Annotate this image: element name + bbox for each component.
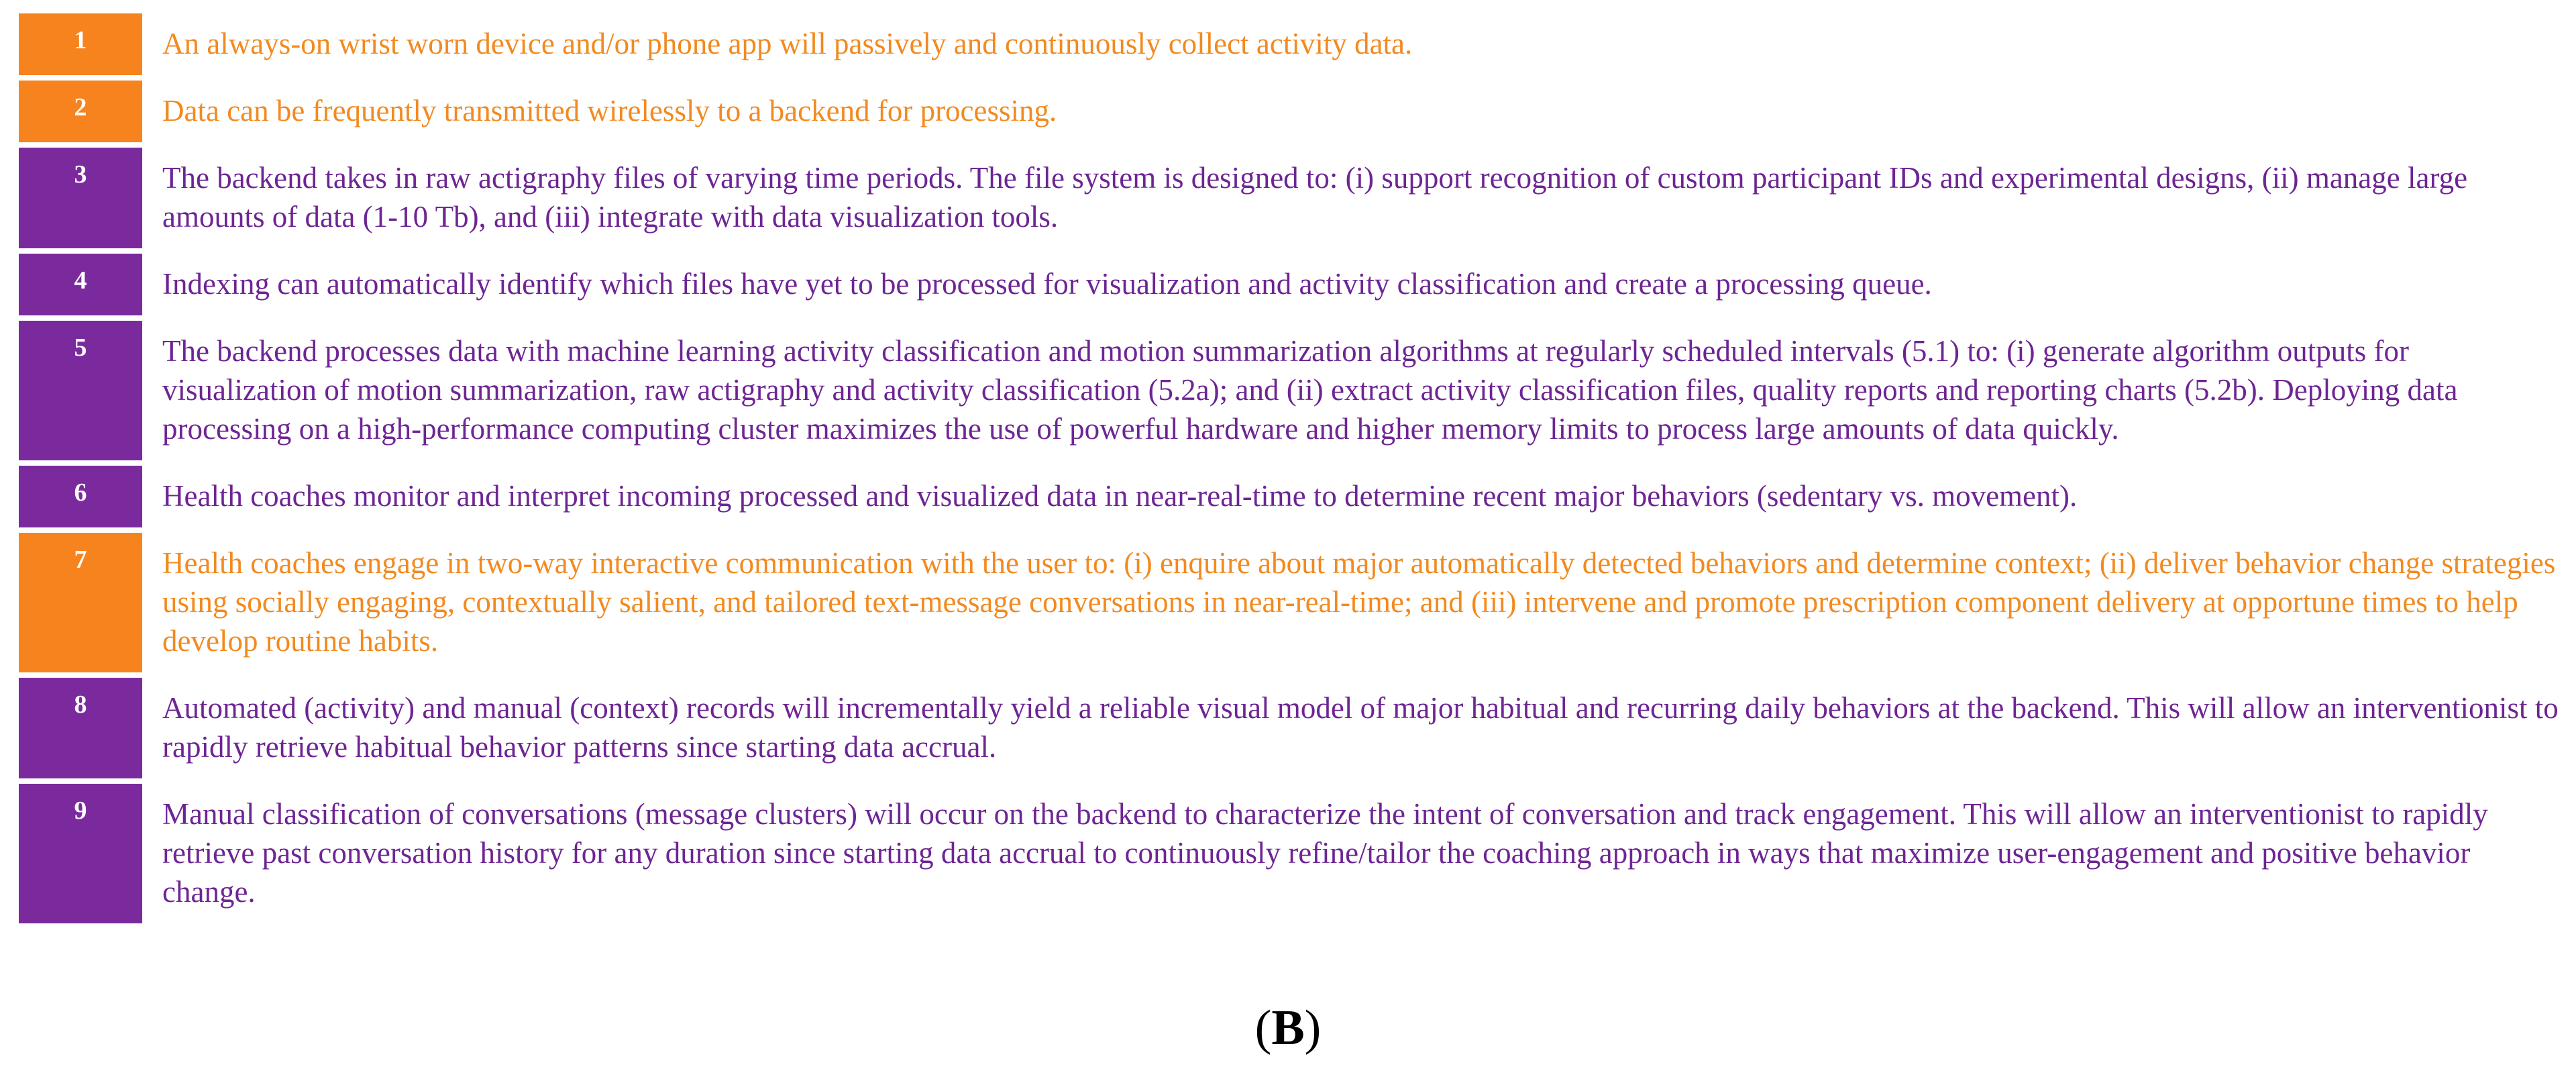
step-description: The backend processes data with machine learning activity classification and motion summarization algorithms at regularly scheduled intervals (5.1) to: (i) generate algorithm outputs for visualization of motion summarization, raw actigraphy and activity classification (5.2a); and (ii) extract activity classification files, quality reports and reporting charts (5.2b). Deploying data processing on a high-performance computing cluster maximizes the use of powerful hardware and higher memory limits to process large amounts of data quickly. xyxy=(162,334,2458,446)
step-description: Automated (activity) and manual (context) records will incrementally yield a reliable visual model of major habitual and recurring daily behaviors at the backend. This will allow an interventionist to rapidly retrieve habitual behavior patterns since starting data accrual. xyxy=(162,691,2559,764)
step-number-badge: 4 xyxy=(19,254,142,315)
step-row xyxy=(19,148,2568,248)
step-number-badge: 8 xyxy=(19,678,142,778)
step-description: Manual classification of conversations (message clusters) will occur on the backend to characterize the intent of conversation and track engagement. This will allow an interventionist to rapidly retrieve past conversation history for any duration since starting data accrual to continuously refine/tailor the coaching approach in ways that maximize user-engagement and positive behavior change. xyxy=(162,797,2488,909)
step-description: Data can be frequently transmitted wirelessly to a backend for processing. xyxy=(162,94,1057,127)
step-number-badge: 1 xyxy=(19,13,142,75)
caption-open-paren: ( xyxy=(1254,1001,1272,1056)
step-number-badge: 6 xyxy=(19,466,142,527)
step-description: An always-on wrist worn device and/or phone app will passively and continuously collect activity data. xyxy=(162,27,1413,60)
steps-list xyxy=(19,13,2568,929)
caption-close-paren: ) xyxy=(1304,1001,1322,1056)
step-number-badge: 9 xyxy=(19,784,142,923)
step-description: Health coaches engage in two-way interactive communication with the user to: (i) enquire about major automatically detected behaviors and determine context; (ii) deliver behavior change strategies using socially engaging, contextually salient, and tailored text-message conversations in near-real-time; and (iii) intervene and promote prescription component delivery at opportune times to help develop routine habits. xyxy=(162,546,2556,658)
step-number-badge: 7 xyxy=(19,533,142,672)
step-row xyxy=(19,13,2568,75)
step-number-badge: 2 xyxy=(19,81,142,142)
step-row xyxy=(19,678,2568,778)
caption-label: B xyxy=(1271,1001,1305,1056)
step-number-badge: 3 xyxy=(19,148,142,248)
step-row xyxy=(19,466,2568,527)
step-row xyxy=(19,533,2568,672)
step-row xyxy=(19,321,2568,460)
step-row xyxy=(19,254,2568,315)
step-description: Health coaches monitor and interpret incoming processed and visualized data in near-real-time to determine recent major behaviors (sedentary vs. movement). xyxy=(162,479,2078,513)
step-description: Indexing can automatically identify which files have yet to be processed for visualization and activity classification and create a processing queue. xyxy=(162,267,1932,301)
step-description: The backend takes in raw actigraphy files of varying time periods. The file system is designed to: (i) support recognition of custom participant IDs and experimental designs, (ii) manage large amounts of data (1-10 Tb), and (iii) integrate with data visualization tools. xyxy=(162,161,2468,234)
step-number-badge: 5 xyxy=(19,321,142,460)
step-row xyxy=(19,81,2568,142)
figure-caption xyxy=(0,1000,2576,1057)
step-row xyxy=(19,784,2568,923)
